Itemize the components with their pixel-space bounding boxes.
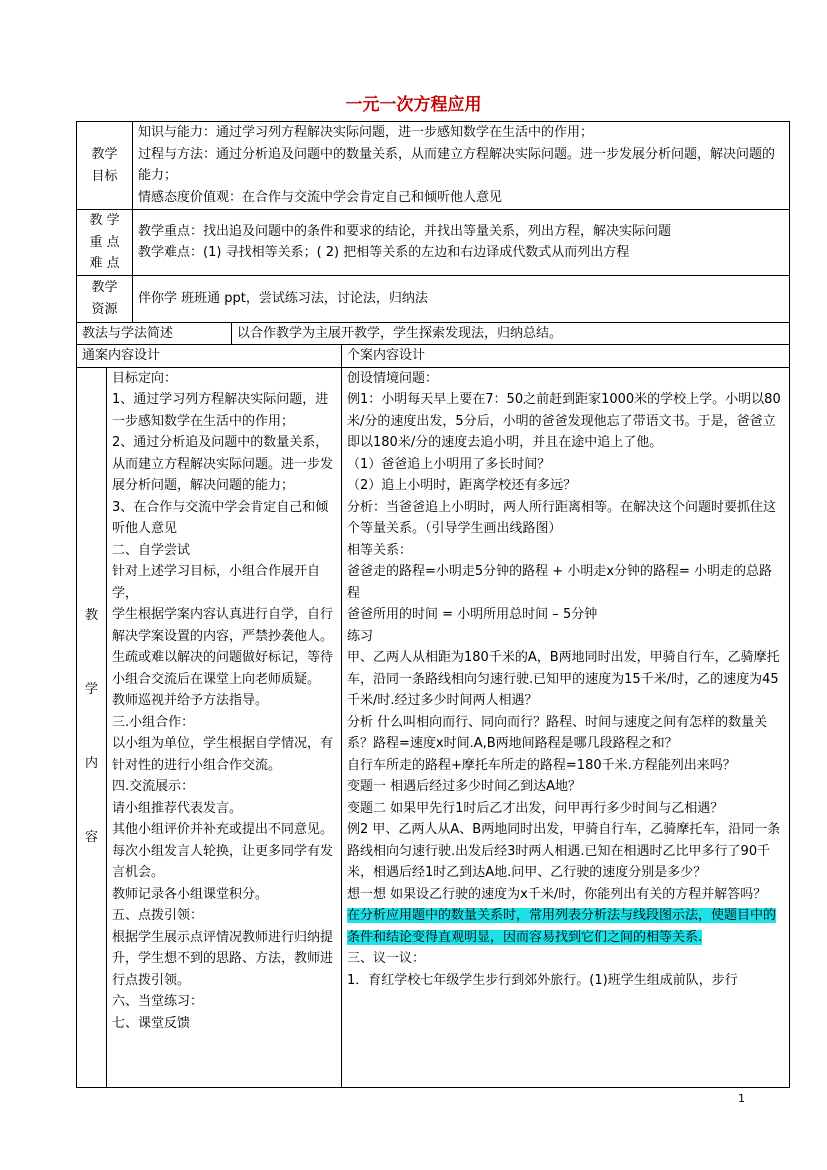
content-label-char: 内 xyxy=(84,756,98,771)
keypoints-label: 教 学 重 点 难 点 xyxy=(77,210,133,276)
keypoint-line: 教学重点：找出追及问题中的条件和要求的结论，并找出等量关系，列出方程，解决实际问题 xyxy=(138,223,672,239)
common-line: 其他小组评价并补充或提出不同意见。 xyxy=(112,822,334,837)
individual-line: 分析：当爸爸追上小明时，两人所行距离相等。在解决这个问题时要抓住这个等量关系。（引导学生画出线路图） xyxy=(347,499,777,536)
common-line: 五、点拨引领： xyxy=(112,908,204,923)
individual-line: 相等关系： xyxy=(347,542,413,558)
common-design-content xyxy=(107,367,342,1087)
keypoints-row xyxy=(77,210,790,276)
objectives-content xyxy=(133,122,790,210)
lesson-plan-table xyxy=(76,121,790,1088)
methods-row xyxy=(77,322,790,345)
column-headers-row xyxy=(77,345,790,368)
individual-line: 变题二 如果甲先行1时后乙才出发，问甲再行多少时间与乙相遇？ xyxy=(347,800,724,816)
common-line: 以小组为单位，学生根据自学情况，有针对性的进行小组合作交流。 xyxy=(112,736,334,773)
methods-label: 教法与学法简述 xyxy=(77,322,232,345)
common-line: 针对上述学习目标，小组合作展开自学， xyxy=(112,564,321,601)
common-line: 3、在合作与交流中学会肯定自己和倾听他人意见 xyxy=(112,499,329,536)
content-label-char: 教 xyxy=(84,608,98,623)
individual-line: （2）追上小明时，距离学校还有多远？ xyxy=(347,478,577,493)
common-line: 七、课堂反馈 xyxy=(112,1015,191,1031)
individual-line: 想一想 如果设乙行驶的速度为x千米/时，你能列出有关的方程并解答吗？ xyxy=(347,886,767,902)
resources-row xyxy=(77,275,790,322)
objectives-label: 教学 目标 xyxy=(77,122,133,210)
keypoints-content xyxy=(133,210,790,276)
individual-line: 变题一 相遇后经过多少时间乙到达A地？ xyxy=(347,779,582,794)
resources-label: 教学 资源 xyxy=(77,275,133,322)
objective-line: 知识与能力：通过学习列方程解决实际问题，进一步感知数学在生活中的作用； xyxy=(138,125,594,140)
individual-line: 爸爸走的路程=小明走5分钟的路程 + 小明走x分钟的路程= 小明走的总路程 xyxy=(347,564,773,601)
content-label xyxy=(77,367,107,1087)
objective-line: 情感态度价值观：在合作与交流中学会肯定自己和倾听他人意见 xyxy=(138,189,503,205)
individual-line: 练习 xyxy=(347,628,374,644)
common-line: 目标定向： xyxy=(112,370,178,386)
common-line: 2、通过分析追及问题中的数量关系，从而建立方程解决实际问题。进一步发展分析问题，解决问题的能力； xyxy=(112,435,334,493)
common-line: 二、自学尝试 xyxy=(112,542,191,558)
individual-line: 创设情境问题： xyxy=(347,370,439,386)
individual-design-content xyxy=(342,367,790,1087)
common-line: 根据学生展示点评情况教师进行归纳提升，学生想不到的思路、方法，教师进行点拨引领。 xyxy=(112,929,334,988)
content-label-char: 学 xyxy=(84,682,98,697)
objectives-row xyxy=(77,122,790,210)
common-line: 学生根据学案内容认真进行自学，自行解决学案设置的内容，严禁抄袭他人。生疏或难以解决的问题做好标记，等待小组合交流后在课堂上向老师质疑。 xyxy=(112,607,334,687)
resources-content: 伴你学 班班通 ppt，尝试练习法，讨论法，归纳法 xyxy=(133,275,790,322)
common-line: 教师记录各小组课堂积分。 xyxy=(112,886,269,902)
content-label-char: 容 xyxy=(84,830,98,845)
individual-line: 例2 甲、乙两人从A、B两地同时出发，甲骑自行车，乙骑摩托车，沿同一条路线相向匀速行驶.出发后经3时两人相遇.已知在相遇时乙比甲多行了90千米，相遇后经1时乙到达A地.问甲、乙行驶的速度分别是多少？ xyxy=(347,822,781,880)
individual-line: 分析 什么叫相向而行、同向而行？路程、时间与速度之间有怎样的数量关系？路程=速度x时间.A,B两地间路程是哪几段路程之和？ xyxy=(347,714,768,751)
common-line: 1、通过学习列方程解决实际问题，进一步感知数学在生活中的作用； xyxy=(112,392,329,429)
discuss-item: 1．育红学校七年级学生步行到郊外旅行。(1)班学生组成前队，步行 xyxy=(347,972,738,988)
objective-line: 过程与方法：通过分析追及问题中的数量关系，从而建立方程解决实际问题。进一步发展分析问题，解决问题的能力； xyxy=(138,146,776,183)
methods-content: 以合作教学为主展开教学，学生探索发现法，归纳总结。 xyxy=(232,322,790,345)
highlighted-note: 在分析应用题中的数量关系时，常用列表分析法与线段图示法，使题目中的条件和结论变得直观明显，因而容易找到它们之间的相等关系. xyxy=(347,908,777,945)
common-line: 四.交流展示： xyxy=(112,779,195,794)
common-line: 六、当堂练习： xyxy=(112,994,204,1009)
individual-design-header: 个案内容设计 xyxy=(342,345,790,368)
keypoint-line: 教学难点：(1) 寻找相等关系；( 2) 把相等关系的左边和右边译成代数式从而列出方程 xyxy=(138,245,630,261)
individual-line: 自行车所走的路程+摩托车所走的路程=180千米.方程能列出来吗？ xyxy=(347,757,736,773)
content-row xyxy=(77,367,790,1087)
common-line: 教师巡视并给予方法指导。 xyxy=(112,693,269,708)
document-title: 一元一次方程应用 xyxy=(345,95,482,115)
common-design-header: 通案内容设计 xyxy=(77,345,342,368)
individual-line: （1）爸爸追上小明用了多长时间？ xyxy=(347,456,551,472)
individual-line: 爸爸所用的时间 = 小明所用总时间 – 5分钟 xyxy=(347,607,598,622)
common-line: 请小组推荐代表发言。 xyxy=(112,800,243,816)
individual-line: 甲、乙两人从相距为180千米的A，B两地同时出发，甲骑自行车，乙骑摩托车，沿同一条路线相向匀速行驶.已知甲的速度为15千米/时，乙的速度为45千米/时.经过多少时间两人相遇？ xyxy=(347,650,780,708)
page-number: 1 xyxy=(738,1092,745,1105)
discuss-title: 三、议一议： xyxy=(347,951,426,966)
common-line: 三.小组合作： xyxy=(112,714,195,730)
common-line: 每次小组发言人轮换，让更多同学有发言机会。 xyxy=(112,843,334,880)
individual-line: 例1：小明每天早上要在7：50之前赶到距家1000米的学校上学。小明以80米/分的速度出发，5分后，小明的爸爸发现他忘了带语文书。于是，爸爸立即以180米/分的速度去追小明，并且在途中追上了他。 xyxy=(347,392,781,450)
